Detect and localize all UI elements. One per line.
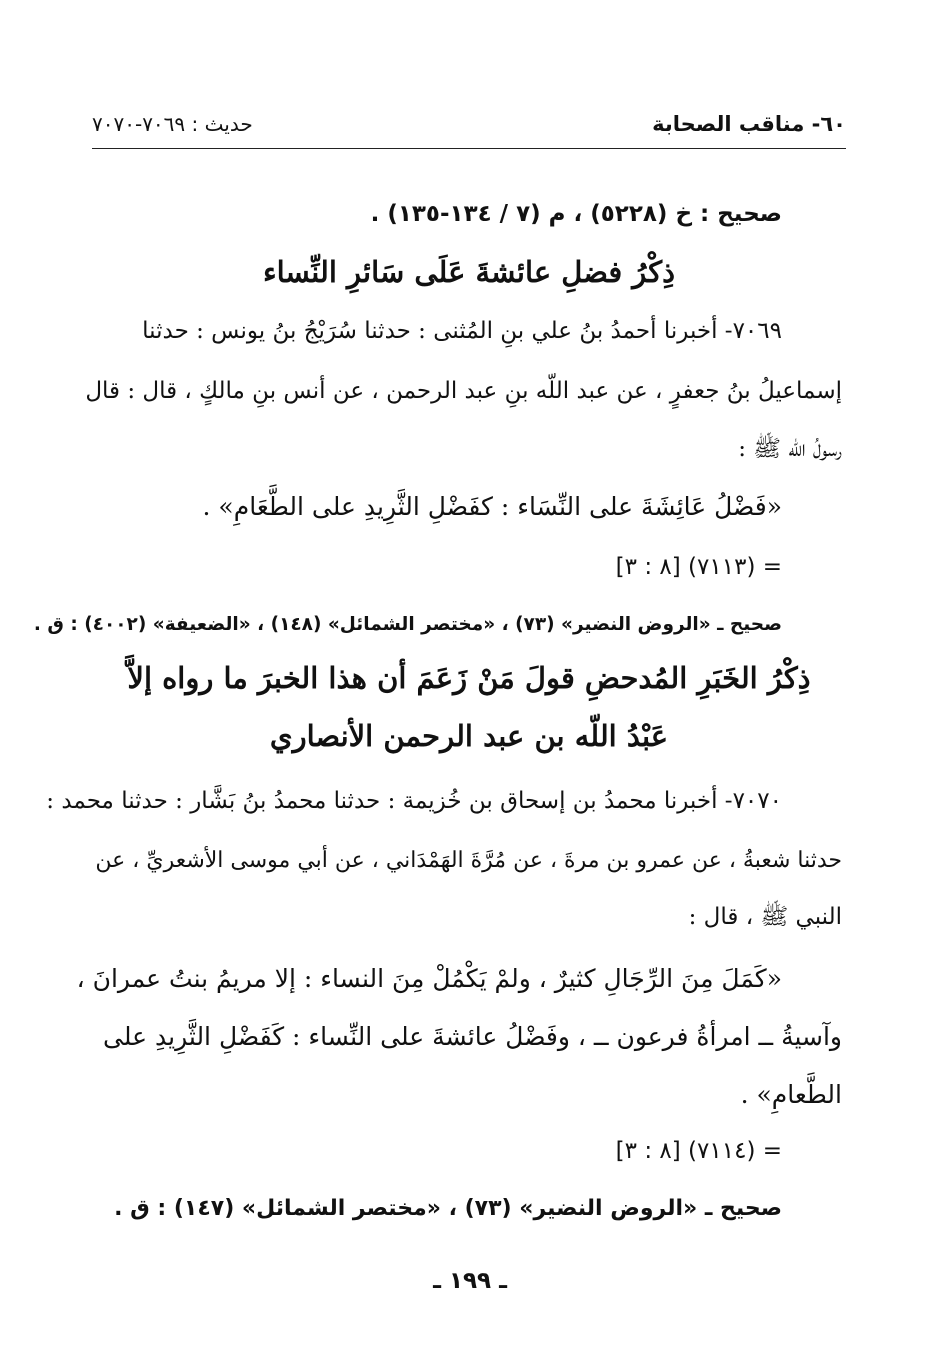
hadith-7070-line1: ٧٠٧٠- أخبرنا محمدُ بن إسحاق بن خُزيمة : حدثنا محمدُ بنُ بَشَّار : حدثنا محمد :	[46, 788, 782, 814]
hadith-7070-grading: صحيح ـ «الروض النضير» (٧٣) ، «مختصر الشمائل» (١٤٧) : ق .	[114, 1196, 782, 1221]
hadith-7069-line2: إسماعيلُ بنُ جعفرٍ ، عن عبد اللّه بنِ عبد الرحمن ، عن أنس بنِ مالكٍ ، قال : قال	[85, 378, 842, 404]
chapter-title: ٦٠- مناقب الصحابة	[652, 112, 846, 136]
hadith-7070-line3: النبي ﷺ ، قال :	[688, 904, 842, 930]
hadith-7070-matn-2: وآسيةُ ــ امرأةُ فرعون ــ ، وفَضْلُ عائشةَ على النِّساء : كَفَضْلِ الثَّرِيدِ على	[103, 1022, 842, 1051]
verdict-text: صحيح : خ (٥٢٢٨) ، م (٧ / ١٣٤-١٣٥) .	[370, 201, 782, 227]
hadith-7069-line1: ٧٠٦٩- أخبرنا أحمدُ بنُ علي بنِ المُثنى : حدثنا سُرَيْجُ بنُ يونس : حدثنا	[142, 318, 782, 344]
hadith-7069-ref: = (٧١١٣) [٨ : ٣]	[615, 554, 782, 580]
hadith-range: حديث : ٧٠٦٩-٧٠٧٠	[92, 112, 253, 136]
hadith-7069-matn: «فَضْلُ عَائِشَةَ على النِّسَاء : كفَضْلِ الثَّرِيدِ على الطَّعَامِ» .	[202, 492, 782, 521]
hadith-7070-matn-1: «كَمَلَ مِنَ الرِّجَالِ كثيرٌ ، ولمْ يَكْمُلْ مِنَ النساء : إلا مريمُ بنتُ عمرانَ ،	[76, 964, 782, 993]
page-header	[92, 108, 846, 142]
hadith-7069-grading: صحيح ـ «الروض النضير» (٧٣) ، «مختصر الشمائل» (١٤٨) ، «الضعيفة» (٤٠٠٢) : ق .	[33, 614, 782, 635]
hadith-7070-matn-3: الطَّعامِ» .	[740, 1080, 842, 1109]
section-heading: ذِكْرُ فضلِ عائشةَ عَلَى سَائرِ النِّساء	[262, 255, 676, 289]
page-number: ـ ١٩٩ ـ	[433, 1268, 507, 1294]
hadith-7070-ref: = (٧١١٤) [٨ : ٣]	[615, 1138, 782, 1164]
hadith-7069-line3: رسولُ اللّه ﷺ :	[738, 436, 842, 462]
hadith-7070-line2: حدثنا شعبةُ ، عن عمرو بن مرةَ ، عن مُرَّةَ الهَمْدَاني ، عن أبي موسى الأشعريِّ ، عن	[95, 848, 842, 873]
verdict-line	[371, 203, 782, 226]
section-heading-2-line2: عَبْدُ اللّه بن عبد الرحمن الأنصاري	[269, 719, 669, 753]
header-divider	[92, 148, 846, 149]
section-heading-2-line1: ذِكْرُ الخَبَرِ المُدحضِ قولَ مَنْ زَعَمَ أن هذا الخبرَ ما رواه إلاَّ	[127, 661, 811, 695]
